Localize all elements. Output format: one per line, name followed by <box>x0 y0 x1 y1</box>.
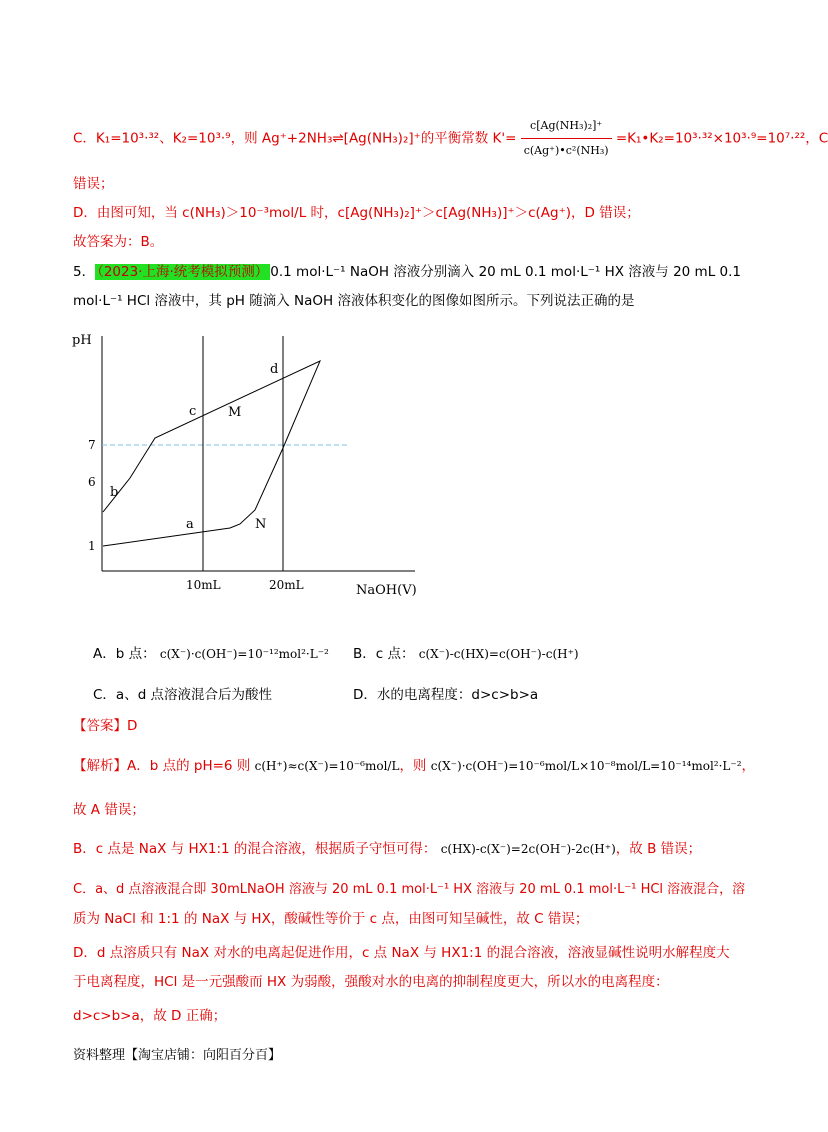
analysis-a-line <box>73 756 755 776</box>
option-c-top-result: =K₁•K₂=10³·³²×10³·⁹=10⁷·²²，C <box>615 130 828 147</box>
option-d: D．水的电离程度：d>c>b>a <box>353 687 539 703</box>
x-tick-10ml: 10mL <box>186 578 221 592</box>
option-b-formula: c(X⁻)-c(HX)=c(OH⁻)-c(H⁺) <box>418 647 579 661</box>
question-source-tag: （2023·上海·统考模拟预测） <box>97 264 269 280</box>
question-5-line2: mol·L⁻¹ HCl 溶液中，其 pH 随滴入 NaOH 溶液体积变化的图像如图所示。下列说法正确的是 <box>73 293 635 309</box>
point-label-n: N <box>255 517 267 532</box>
footer: 资料整理【淘宝店铺：向阳百分百】 <box>73 1048 282 1063</box>
option-c-top-line2: 错误； <box>73 176 114 192</box>
x-tick-20ml: 20mL <box>269 578 304 592</box>
y-tick-1: 1 <box>88 539 96 553</box>
y-tick-6: 6 <box>88 475 96 489</box>
y-axis-label: pH <box>72 333 92 348</box>
point-label-m: M <box>228 405 242 420</box>
point-label-d: d <box>270 362 279 377</box>
analysis-prefix: 【解析】 <box>73 758 127 774</box>
point-label-c: c <box>189 404 197 419</box>
fraction-denominator: c(Ag⁺)•c²(NH₃) <box>523 144 609 157</box>
analysis-a-text: A．b 点的 pH=6 则 <box>127 758 251 774</box>
analysis-b-end: ，故 B 错误； <box>615 841 702 857</box>
question-number: 5． <box>73 264 96 280</box>
analysis-d-line2: 于电离程度，HCl 是一元强酸而 HX 为弱酸，强酸对水的电离的抑制程度更大，所以水的电离程度： <box>73 974 669 990</box>
option-c-top-line <box>73 116 828 161</box>
analysis-a-mid: ，则 <box>399 758 427 774</box>
fraction-numerator: c[Ag(NH₃)₂]⁺ <box>521 116 612 139</box>
x-axis-label: NaOH(V) <box>356 583 417 598</box>
analysis-a-end: ， <box>741 758 756 774</box>
option-d-top-line: D．由图可知，当 c(NH₃)＞10⁻³mol/L 时，c[Ag(NH₃)₂]⁺＞c[Ag(NH₃)]⁺＞c(Ag⁺)，D 错误； <box>73 205 640 221</box>
point-label-a: a <box>186 517 194 532</box>
previous-answer: 故答案为：B。 <box>73 234 164 250</box>
question-text-1: 0.1 mol·L⁻¹ NaOH 溶液分别滴入 20 mL 0.1 mol·L⁻¹ HX 溶液与 20 mL 0.1 <box>270 264 741 280</box>
analysis-d-line1: D．d 点溶质只有 NaX 对水的电离起促进作用，c 点 NaX 与 HX1:1 的混合溶液，溶液显碱性说明水解程度大 <box>73 945 730 961</box>
analysis-a-formula2: c(X⁻)·c(OH⁻)=10⁻⁶mol/L×10⁻⁸mol/L=10⁻¹⁴mol²·L⁻² <box>430 759 742 773</box>
question-5-line1 <box>73 262 741 282</box>
analysis-a-line2: 故 A 错误； <box>73 802 145 818</box>
analysis-b-line <box>73 839 701 859</box>
analysis-a-formula1: c(H⁺)≈c(X⁻)=10⁻⁶mol/L <box>254 759 400 773</box>
analysis-d-line3: d>c>b>a，故 D 正确； <box>73 1008 227 1024</box>
answer: 【答案】D <box>73 718 138 734</box>
option-a-label: A．b 点： <box>93 646 156 662</box>
analysis-b-text: B．c 点是 NaX 与 HX1:1 的混合溶液，根据质子守恒可得： <box>73 841 437 857</box>
point-label-b: b <box>110 485 119 500</box>
option-a <box>93 644 329 664</box>
option-a-formula: c(X⁻)·c(OH⁻)=10⁻¹²mol²·L⁻² <box>159 647 329 661</box>
titration-chart <box>70 318 430 608</box>
y-tick-7: 7 <box>88 438 96 452</box>
ph-curves <box>103 361 320 546</box>
option-b <box>353 644 579 664</box>
option-b-label: B．c 点： <box>353 646 415 662</box>
option-c: C．a、d 点溶液混合后为酸性 <box>93 687 273 703</box>
analysis-c-line2: 质为 NaCl 和 1:1 的 NaX 与 HX，酸碱性等价于 c 点，由图可知呈碱性，故 C 错误； <box>73 911 589 927</box>
option-c-top-text: C．K₁=10³·³²、K₂=10³·⁹，则 Ag⁺+2NH₃⇌[Ag(NH₃)₂]⁺的平衡常数 K'= <box>73 130 517 147</box>
equilibrium-constant-fraction <box>521 116 612 161</box>
analysis-b-formula: c(HX)-c(X⁻)=2c(OH⁻)-2c(H⁺) <box>440 842 616 856</box>
analysis-c-line1: C．a、d 点溶液混合即 30mLNaOH 溶液与 20 mL 0.1 mol·L⁻¹ HX 溶液与 20 mL 0.1 mol·L⁻¹ HCl 溶液混合，溶 <box>73 882 746 897</box>
